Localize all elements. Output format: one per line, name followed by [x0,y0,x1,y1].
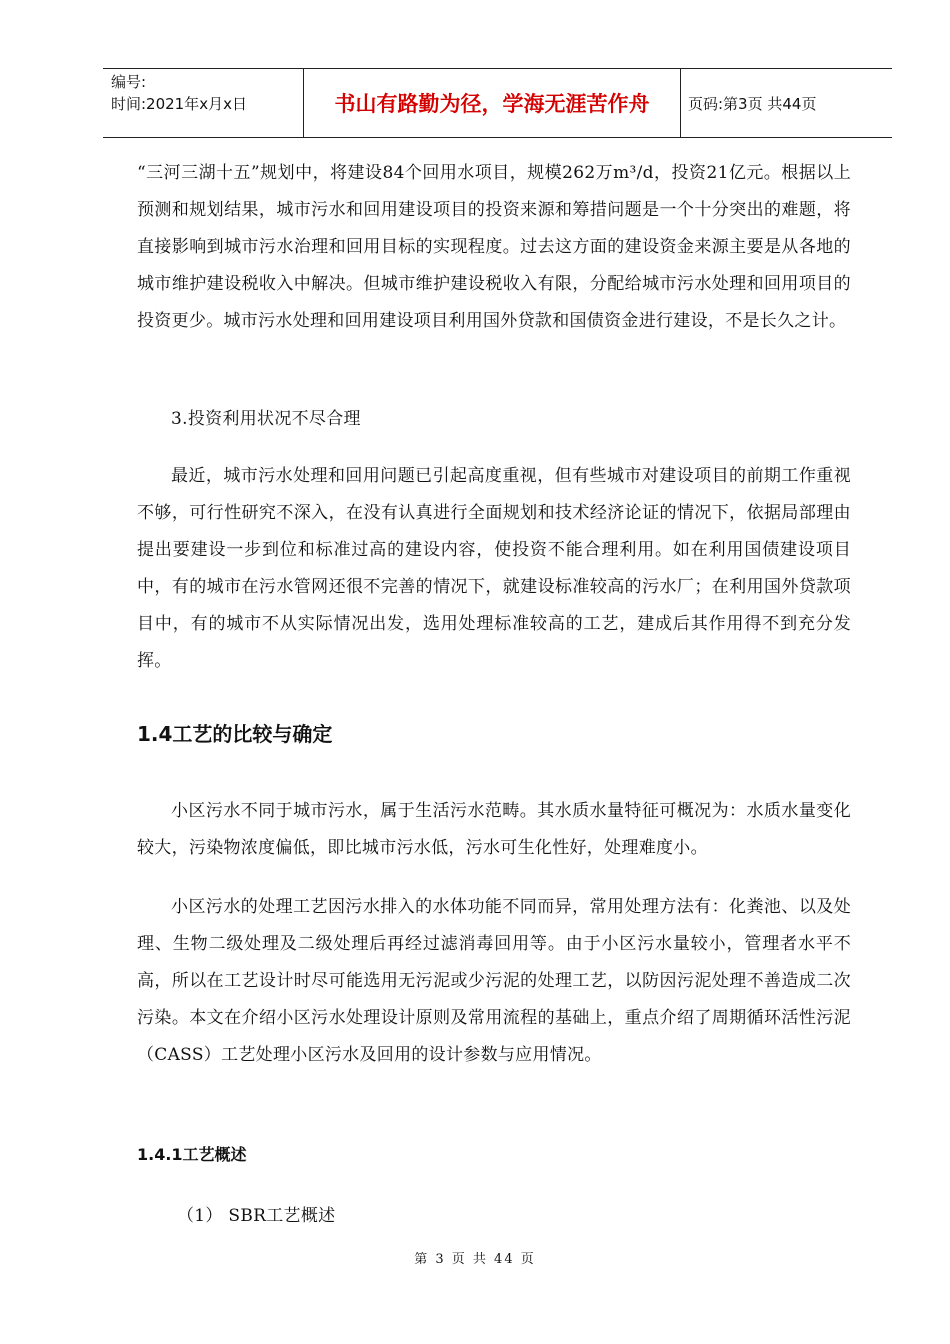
paragraph: “三河三湖十五”规划中，将建设84个回用水项目，规模262万m³/d，投资21亿元。根据以上预测和规划结果，城市污水和回用建设项目的投资来源和筹措问题是一个十分突出的难题，将直接影响到城市污水治理和回用目标的实现程度。过去这方面的建设资金来源主要是从各地的城市维护建设税收入中解决。但城市维护建设税收入有限，分配给城市污水处理和回用项目的投资更少。城市污水处理和回用建设项目利用国外贷款和国债资金进行建设，不是长久之计。 [137,163,851,331]
paragraph: （1） SBR工艺概述 [177,1206,336,1226]
paragraph: 小区污水的处理工艺因污水排入的水体功能不同而异，常用处理方法有：化粪池、以及处理、生物二级处理及二级处理后再经过滤消毒回用等。由于小区污水量较小，管理者水平不高，所以在工艺设计时尽可能选用无污泥或少污泥的处理工艺，以防因污泥处理不善造成二次污染。本文在介绍小区污水处理设计原则及常用流程的基础上，重点介绍了周期循环活性污泥（CASS）工艺处理小区污水及回用的设计参数与应用情况。 [137,897,851,1065]
number-label: 编号: [111,73,147,91]
page-footer: 第 3 页 共 44 页 [414,1252,536,1267]
header-page-info: 页码:第3页 共44页 [688,94,817,113]
header-motto: 书山有路勤为径，学海无涯苦作舟 [334,92,650,116]
header-meta [111,71,247,115]
header-divider [680,69,681,137]
paragraph: 最近，城市污水处理和回用问题已引起高度重视，但有些城市对建设项目的前期工作重视不够，可行性研究不深入，在没有认真进行全面规划和技术经济论证的情况下，依据局部理由提出要建设一步到位和标准过高的建设内容，使投资不能合理利用。如在利用国债建设项目中，有的城市在污水管网还很不完善的情况下，就建设标准较高的污水厂；在利用国外贷款项目中，有的城市不从实际情况出发，选用处理标准较高的工艺，建成后其作用得不到充分发挥。 [137,466,851,671]
section-heading: 1.4工艺的比较与确定 [137,722,333,746]
paragraph: 3.投资利用状况不尽合理 [171,409,361,429]
page-header [103,68,892,138]
time-label: 时间:2021年x月x日 [111,95,247,113]
subsection-heading: 1.4.1工艺概述 [137,1145,247,1164]
paragraph: 小区污水不同于城市污水，属于生活污水范畴。其水质水量特征可概况为：水质水量变化较大，污染物浓度偏低，即比城市污水低，污水可生化性好，处理难度小。 [137,801,851,858]
